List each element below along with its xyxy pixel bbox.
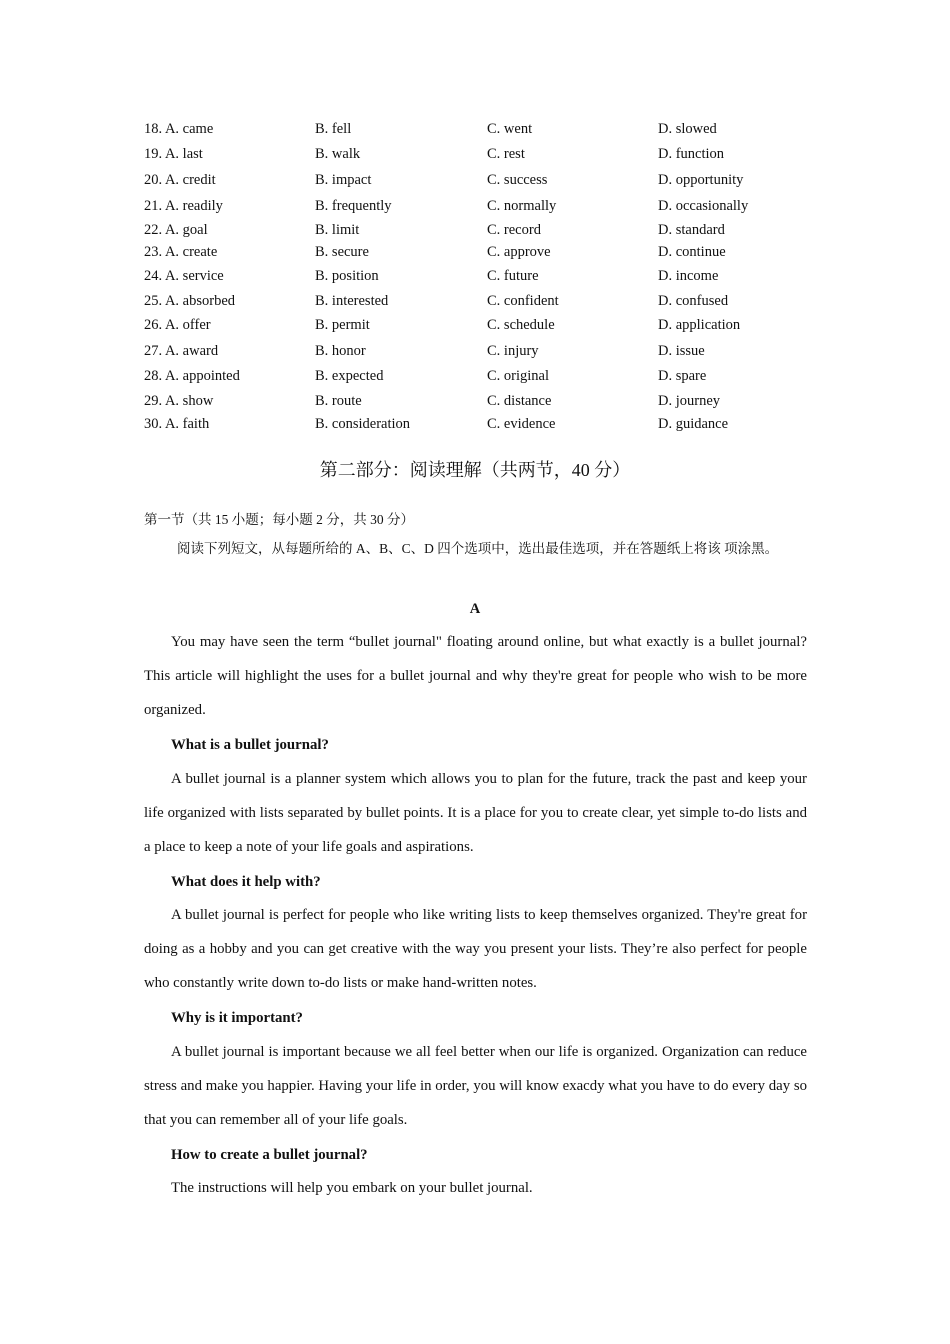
option-b: B. impact [315, 172, 372, 188]
option-a: 30. A. faith [144, 416, 210, 432]
option-a: 19. A. last [144, 146, 203, 162]
option-b: B. limit [315, 222, 360, 238]
option-a: 29. A. show [144, 393, 214, 409]
option-row [144, 291, 824, 311]
option-a: 25. A. absorbed [144, 293, 236, 309]
option-a: 18. A. came [144, 121, 214, 137]
option-d: D. journey [658, 393, 721, 409]
passage-paragraph-3: A bullet journal is important because we all feel better when our life is organized. Organization can reduce stress and make you happier. Having your life in order, you will know exacdy what you have to do every day so that you can remember all of your life goals. [144, 1044, 807, 1129]
option-b: B. route [315, 393, 362, 409]
section-title: 第一节（共 15 小题；每小题 2 分，共 30 分） [144, 512, 414, 527]
passage-heading-1: What is a bullet journal? [171, 737, 329, 753]
option-d: D. issue [658, 343, 705, 359]
option-d: D. slowed [658, 121, 717, 137]
option-row [144, 315, 824, 335]
passage-paragraph-1: A bullet journal is a planner system which allows you to plan for the future, track the past and keep your life organized with lists separated by bullet points. It is a place for you to create clear, yet simple to-do lists and a place to keep a note of your life goals and aspirations. [144, 771, 807, 856]
option-b: B. position [315, 268, 379, 284]
passage-paragraph-4: The instructions will help you embark on your bullet journal. [171, 1180, 533, 1196]
option-a: 21. A. readily [144, 198, 223, 214]
option-d: D. function [658, 146, 725, 162]
option-a: 26. A. offer [144, 317, 211, 333]
option-c: C. went [487, 121, 533, 137]
option-c: C. future [487, 268, 539, 284]
instructions: 阅读下列短文，从每题所给的 A、B、C、D 四个选项中，选出最佳选项，并在答题纸上将该 项涂黑。 [177, 541, 779, 556]
option-a: 28. A. appointed [144, 368, 240, 384]
option-b: B. expected [315, 368, 384, 384]
option-c: C. approve [487, 244, 551, 260]
option-c: C. injury [487, 343, 539, 359]
option-d: D. guidance [658, 416, 729, 432]
option-d: D. occasionally [658, 198, 749, 214]
option-row [144, 196, 824, 216]
option-a: 22. A. goal [144, 222, 208, 238]
part-title: 第二部分：阅读理解（共两节，40 分） [319, 460, 631, 480]
option-c: C. success [487, 172, 548, 188]
option-row [144, 242, 824, 262]
option-row [144, 220, 824, 240]
option-b: B. walk [315, 146, 361, 162]
option-row [144, 391, 824, 411]
option-a: 27. A. award [144, 343, 219, 359]
option-b: B. permit [315, 317, 370, 333]
option-c: C. evidence [487, 416, 556, 432]
passage-heading-3: Why is it important? [171, 1010, 303, 1026]
option-c: C. schedule [487, 317, 555, 333]
option-row [144, 341, 824, 361]
passage-paragraph-2: A bullet journal is perfect for people who like writing lists to keep themselves organized. They're great for doing as a hobby and you can get creative with the way you present your lists. They’re also perfect for people who constantly write down to-do lists or make hand-written notes. [144, 907, 807, 992]
passage-heading-4: How to create a bullet journal? [171, 1147, 368, 1163]
passage-letter: A [469, 601, 481, 617]
option-c: C. record [487, 222, 541, 238]
option-a: 23. A. create [144, 244, 218, 260]
passage-heading-2: What does it help with? [171, 874, 321, 890]
option-row [144, 144, 824, 164]
option-d: D. application [658, 317, 741, 333]
option-d: D. spare [658, 368, 707, 384]
option-row [144, 414, 824, 434]
option-d: D. continue [658, 244, 726, 260]
passage-intro: You may have seen the term “bullet journal" floating around online, but what exactly is a bullet journal? This article will highlight the uses for a bullet journal and why they're great for people who wish to be more organized. [144, 634, 807, 719]
option-c: C. distance [487, 393, 552, 409]
option-b: B. frequently [315, 198, 392, 214]
option-d: D. opportunity [658, 172, 744, 188]
option-a: 20. A. credit [144, 172, 216, 188]
option-c: C. original [487, 368, 550, 384]
option-b: B. honor [315, 343, 366, 359]
option-a: 24. A. service [144, 268, 224, 284]
option-row [144, 366, 824, 386]
option-row [144, 266, 824, 286]
option-b: B. consideration [315, 416, 411, 432]
option-b: B. interested [315, 293, 389, 309]
option-c: C. confident [487, 293, 559, 309]
option-d: D. confused [658, 293, 729, 309]
option-d: D. income [658, 268, 719, 284]
option-c: C. rest [487, 146, 525, 162]
option-b: B. secure [315, 244, 369, 260]
option-b: B. fell [315, 121, 352, 137]
option-d: D. standard [658, 222, 725, 238]
option-row [144, 119, 824, 139]
option-row [144, 170, 824, 190]
option-c: C. normally [487, 198, 557, 214]
